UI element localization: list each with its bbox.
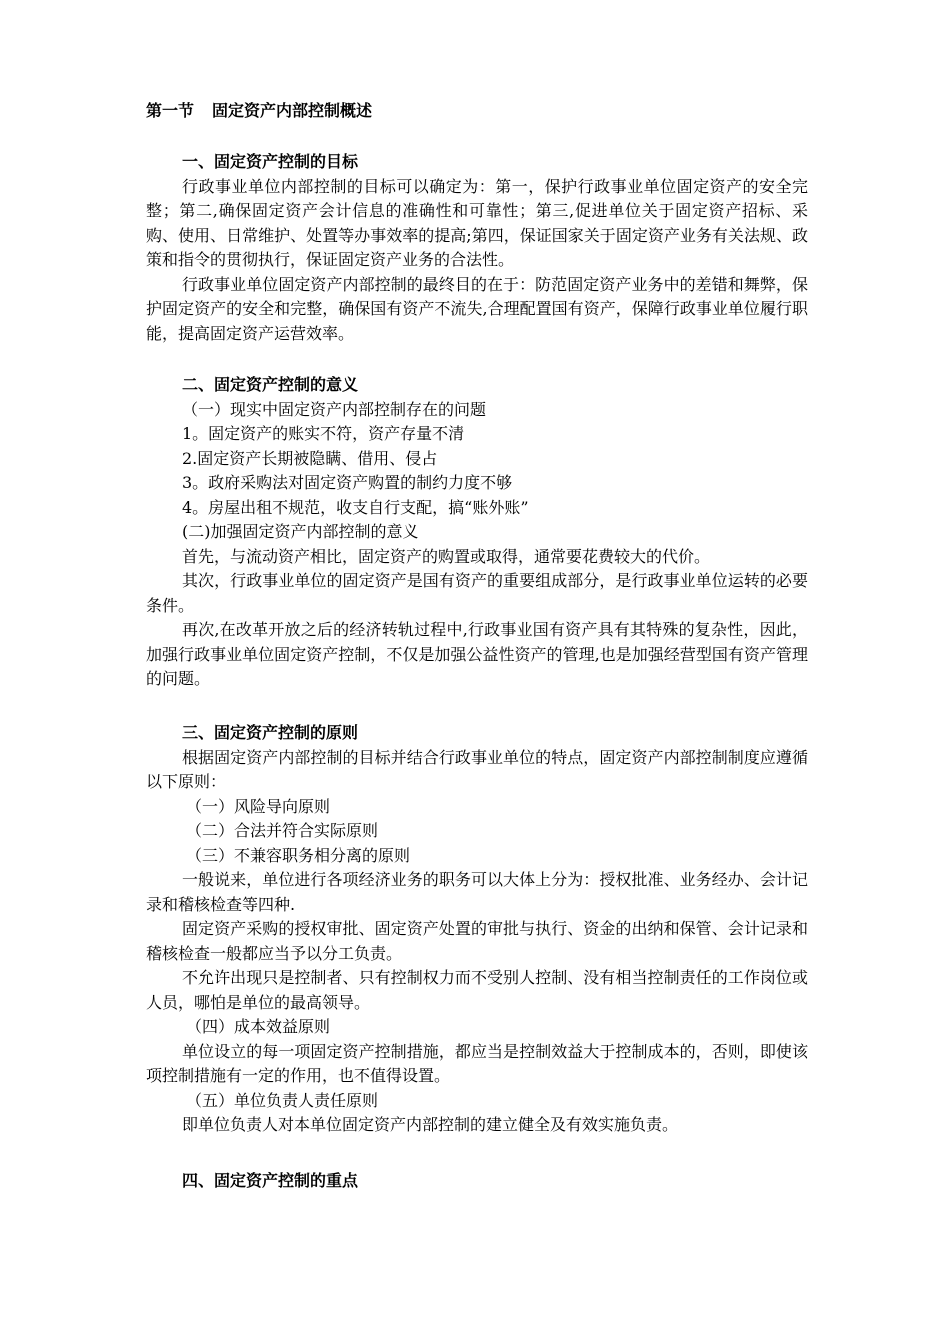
section-3-paragraph-1: 一般说来，单位进行各项经济业务的职务可以大体上分为：授权批准、业务经办、会计记录和稽核检查等四种. [146, 870, 808, 914]
section-3-paragraph-5: 即单位负责人对本单位固定资产内部控制的建立健全及有效实施负责。 [182, 1115, 679, 1134]
section-3-paragraph-3: 不允许出现只是控制者、只有控制权力而不受别人控制、没有相当控制责任的工作岗位或人员，哪怕是单位的最高领导。 [146, 968, 808, 1012]
principle-3: （三）不兼容职务相分离的原则 [186, 845, 411, 865]
principle-2: （二）合法并符合实际原则 [186, 821, 379, 840]
section-2 [146, 373, 808, 692]
chapter-name: 固定资产内部控制概述 [212, 101, 373, 120]
chapter-title [146, 98, 372, 121]
section-2-subheading-1: （一）现实中固定资产内部控制存在的问题 [182, 399, 487, 419]
list-item: 3。政府采购法对固定资产购置的制约力度不够 [182, 473, 513, 492]
principle-1: （一）风险导向原则 [186, 796, 331, 816]
list-item: 4。房屋出租不规范，收支自行支配，搞“账外账” [182, 497, 529, 517]
section-1-heading: 一、固定资产控制的目标 [182, 152, 359, 171]
section-2-subheading-2: (二)加强固定资产内部控制的意义 [182, 522, 419, 541]
section-4-heading: 四、固定资产控制的重点 [182, 1171, 359, 1190]
principle-4: （四）成本效益原则 [186, 1017, 331, 1036]
section-3-paragraph-2: 固定资产采购的授权审批、固定资产处置的审批与执行、资金的出纳和保管、会计记录和稽核检查一般都应当予以分工负责。 [146, 919, 808, 963]
section-3 [146, 721, 808, 1138]
section-2-heading: 二、固定资产控制的意义 [182, 375, 359, 394]
section-2-paragraph-2: 其次，行政事业单位的固定资产是国有资产的重要组成部分，是行政事业单位运转的必要条件。 [146, 571, 808, 615]
section-2-paragraph-3: 再次,在改革开放之后的经济转轨过程中,行政事业国有资产具有其特殊的复杂性，因此，加强行政事业单位固定资产控制，不仅是加强公益性资产的管理,也是加强经营型国有资产管理的问题。 [146, 620, 808, 688]
section-3-intro: 根据固定资产内部控制的目标并结合行政事业单位的特点，固定资产内部控制制度应遵循以下原则： [146, 747, 808, 791]
principle-5: （五）单位负责人责任原则 [186, 1090, 379, 1110]
section-3-paragraph-4: 单位设立的每一项固定资产控制措施，都应当是控制效益大于控制成本的，否则，即使该项控制措施有一定的作用，也不值得设置。 [146, 1041, 808, 1085]
section-3-heading: 三、固定资产控制的原则 [182, 723, 359, 742]
section-1-paragraph-1: 行政事业单位内部控制的目标可以确定为：第一，保护行政事业单位固定资产的安全完整；第二,确保固定资产会计信息的准确性和可靠性；第三,促进单位关于固定资产招标、采购、使用、日常维护、处置等办事效率的提高;第四，保证国家关于固定资产业务有关法规、政策和指令的贯彻执行，保证固定资产业务的合法性。 [146, 176, 808, 269]
section-4 [146, 1169, 808, 1194]
chapter-number: 第一节 [146, 101, 195, 120]
list-item: 2.固定资产长期被隐瞒、借用、侵占 [182, 448, 438, 468]
section-1 [146, 150, 808, 346]
section-1-paragraph-2: 行政事业单位固定资产内部控制的最终目的在于：防范固定资产业务中的差错和舞弊，保护固定资产的安全和完整，确保国有资产不流失,合理配置国有资产，保障行政事业单位履行职能，提高固定资产运营效率。 [146, 274, 808, 343]
list-item: 1。固定资产的账实不符，资产存量不清 [182, 424, 465, 443]
section-2-paragraph-1: 首先，与流动资产相比，固定资产的购置或取得，通常要花费较大的代价。 [182, 546, 711, 566]
